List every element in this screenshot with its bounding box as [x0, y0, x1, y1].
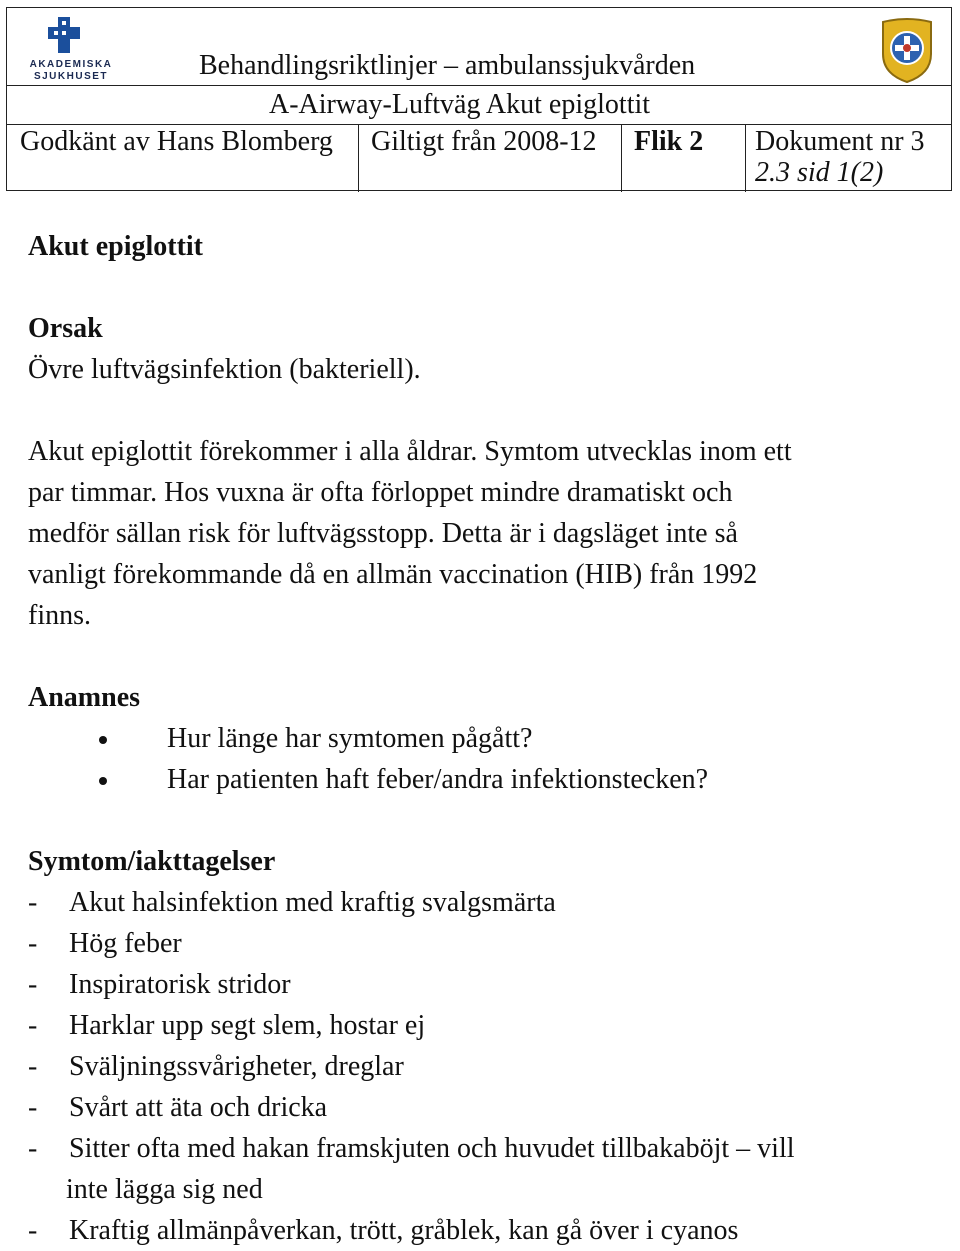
bullet-icon [99, 736, 107, 744]
anamnes-heading: Anamnes [28, 682, 141, 713]
document-number: Dokument nr 3 [755, 126, 925, 157]
list-item: Hur länge har symtomen pågått? [28, 718, 928, 759]
list-item: - Akut halsinfektion med kraftig svalgsmärta [28, 887, 556, 918]
paragraph-line: finns. [28, 600, 91, 631]
list-item: - Hög feber [28, 928, 182, 959]
ambulance-badge-logo [879, 16, 935, 84]
list-item: - Svårt att äta och dricka [28, 1092, 328, 1123]
paragraph-line: vanligt förekommande då en allmän vaccination (HIB) från 1992 [28, 559, 758, 590]
hospital-cross-icon [21, 14, 121, 54]
document-page: 2.3 sid 1(2) [755, 157, 884, 188]
symptoms-list [28, 882, 928, 1251]
approved-by: Godkänt av Hans Blomberg [20, 126, 333, 157]
list-item: - Inspiratorisk stridor [28, 969, 291, 1000]
flik-number: Flik 2 [634, 126, 704, 157]
logo-text-line1: AKADEMISKA [29, 59, 113, 70]
cause-text: Övre luftvägsinfektion (bakteriell). [28, 354, 421, 385]
paragraph-line: Akut epiglottit förekommer i alla åldrar. Symtom utvecklas inom ett [28, 436, 792, 467]
cause-heading: Orsak [28, 313, 103, 344]
document-body [28, 226, 928, 1251]
symptoms-heading: Symtom/iakttagelser [28, 846, 276, 877]
header-title: Behandlingsriktlinjer – ambulanssjukvården [199, 50, 696, 81]
valid-from: Giltigt från 2008-12 [371, 126, 597, 157]
logo-text-line2: SJUKHUSET [33, 71, 109, 82]
list-item: - Harklar upp segt slem, hostar ej [28, 1010, 426, 1041]
bullet-icon [99, 777, 107, 785]
list-item-continuation: inte lägga sig ned [66, 1174, 263, 1205]
list-item: - Sväljningssvårigheter, dreglar [28, 1051, 404, 1082]
document-header [6, 7, 952, 191]
header-subtitle: A-Airway-Luftväg Akut epiglottit [269, 89, 651, 120]
document-title: Akut epiglottit [28, 231, 203, 262]
list-item: - Sitter ofta med hakan framskjuten och huvudet tillbakaböjt – vill [28, 1133, 795, 1164]
paragraph-line: medför sällan risk för luftvägsstopp. Detta är i dagsläget inte så [28, 518, 738, 549]
anamnes-list [28, 718, 928, 800]
akademiska-sjukhuset-logo [21, 14, 121, 80]
list-item: - Kraftig allmänpåverkan, trött, gråblek, kan gå över i cyanos [28, 1215, 739, 1246]
description-paragraph [28, 431, 928, 636]
paragraph-line: par timmar. Hos vuxna är ofta förloppet mindre dramatiskt och [28, 477, 733, 508]
badge-icon [879, 16, 935, 84]
list-item: Har patienten haft feber/andra infektionstecken? [28, 759, 928, 800]
